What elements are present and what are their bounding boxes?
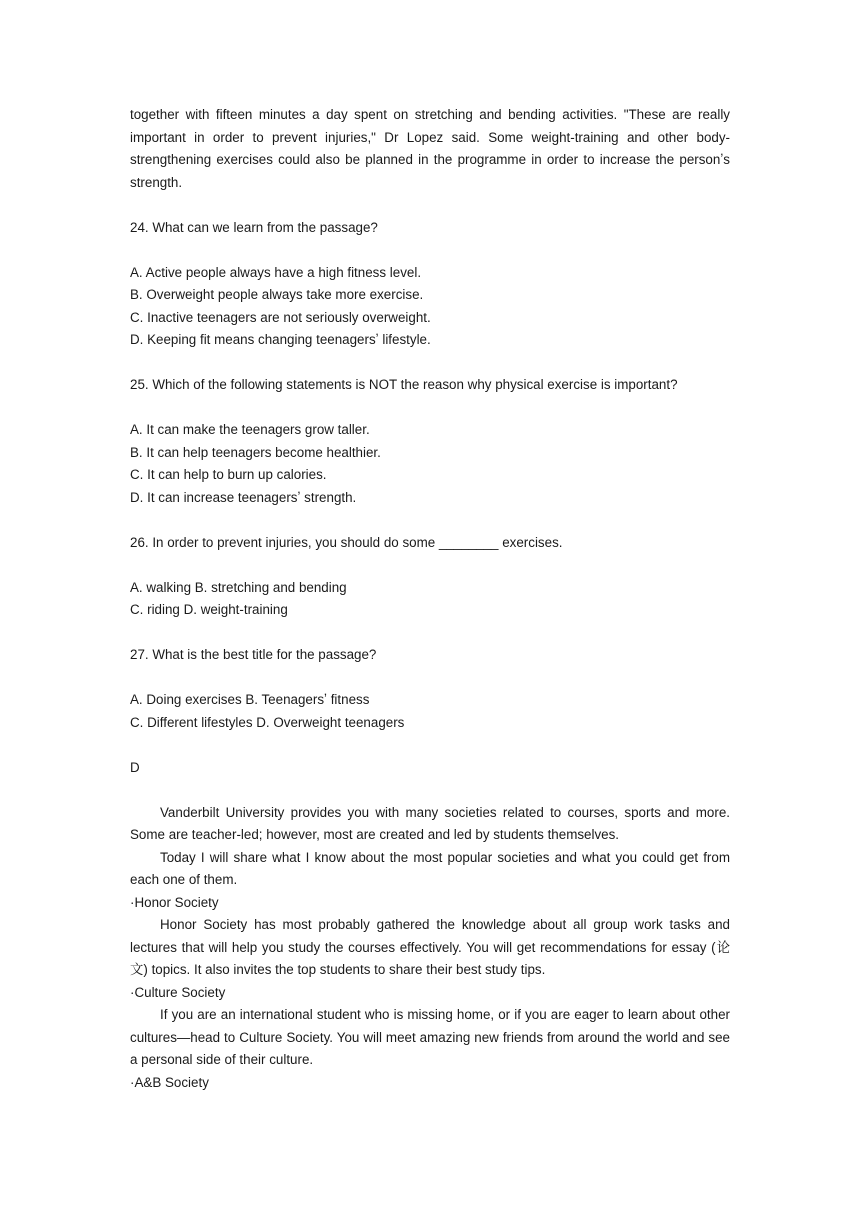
question-27-options-cd: C. Different lifestyles D. Overweight teenagers [130, 714, 405, 730]
spacer [130, 352, 730, 375]
spacer [130, 779, 730, 802]
question-25-stem: 25. Which of the following statements is NOT the reason why physical exercise is important? [130, 377, 678, 392]
passage-paragraph-1: Vanderbilt University provides you with many societies related to courses, sports and more. Some are teacher-led; however, most are created and led by students themselves. [130, 804, 730, 842]
question-26-options-cd: C. riding D. weight-training [130, 602, 288, 617]
spacer [130, 239, 730, 262]
spacer [130, 194, 730, 217]
question-25-option-a: A. It can make the teenagers grow taller. [130, 422, 370, 437]
question-24-option-d: D. Keeping fit means changing teenagersʼ lifestyle. [130, 332, 431, 347]
question-24-option-a: A. Active people always have a high fitness level. [130, 264, 422, 280]
spacer [130, 622, 730, 645]
culture-society-text: If you are an international student who is missing home, or if you are eager to learn about other cultures—head to Culture Society. You will meet amazing new friends from around the world and see a personal side of their culture. [130, 1007, 730, 1067]
spacer [130, 734, 730, 757]
spacer [130, 667, 730, 690]
spacer [130, 397, 730, 420]
honor-society-heading: ·Honor Society [130, 894, 219, 910]
intro-paragraph: together with fifteen minutes a day spent on stretching and bending activities. "These are really important in order to prevent injuries," Dr Lopez said. Some weight-training and other body-strengthening exercises could also be planned in the programme in order to increase the personʼs strength. [130, 107, 730, 190]
spacer [130, 509, 730, 532]
culture-society-heading: ·Culture Society [130, 984, 226, 1000]
ab-society-heading: ·A&B Society [130, 1074, 209, 1090]
question-24-option-b: B. Overweight people always take more exercise. [130, 287, 424, 302]
question-24-option-c: C. Inactive teenagers are not seriously overweight. [130, 309, 431, 325]
question-27-options-ab: A. Doing exercises B. Teenagersʼ fitness [130, 692, 370, 707]
question-25-option-c: C. It can help to burn up calories. [130, 467, 327, 482]
passage-paragraph-2: Today I will share what I know about the most popular societies and what you could get from each one of them. [130, 849, 730, 887]
question-25-option-b: B. It can help teenagers become healthier. [130, 444, 381, 460]
section-label: D [130, 759, 140, 775]
spacer [130, 554, 730, 577]
document-page [130, 104, 730, 1094]
question-27-stem: 27. What is the best title for the passage? [130, 647, 377, 662]
question-25-option-d: D. It can increase teenagersʼ strength. [130, 489, 357, 505]
question-26-stem: 26. In order to prevent injuries, you should do some ________ exercises. [130, 534, 563, 550]
question-24-stem: 24. What can we learn from the passage? [130, 219, 378, 235]
honor-society-text: Honor Society has most probably gathered the knowledge about all group work tasks and lectures that will help you study the courses effectively. You will get recommendations for essay (论文) topics. It also invites the top students to share their best study tips. [130, 917, 730, 977]
question-26-options-ab: A. walking B. stretching and bending [130, 579, 347, 595]
